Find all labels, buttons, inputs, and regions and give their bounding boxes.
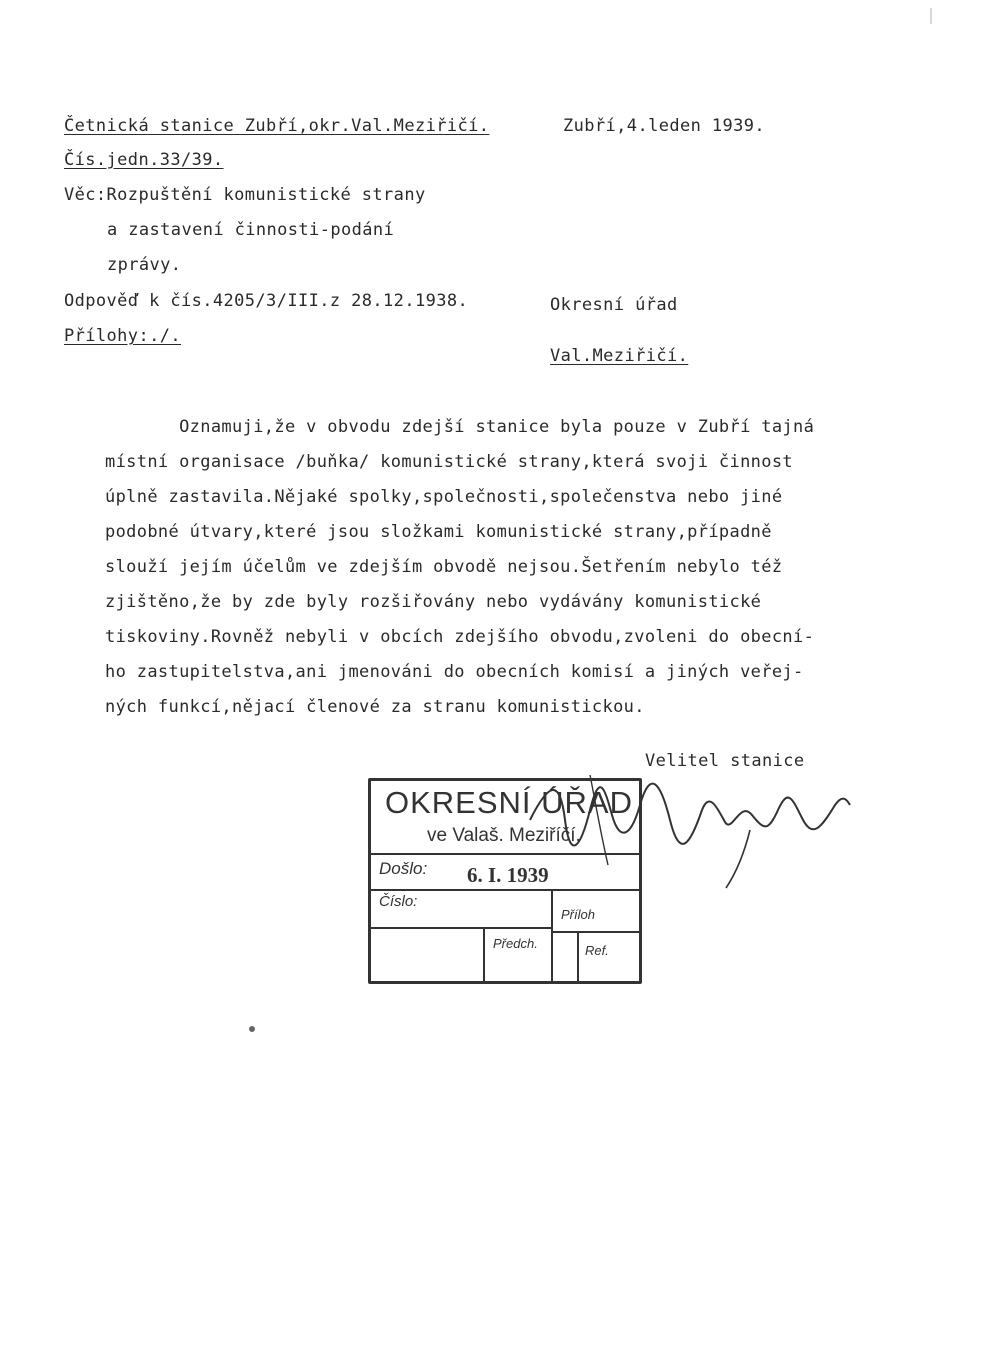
stamp-divider (483, 927, 485, 981)
signature-scribble (520, 760, 860, 890)
subject-line-2: a zastavení činnosti-podání (107, 220, 395, 240)
reference-number: Čís.jedn.33/39. (64, 150, 224, 170)
recipient-office: Okresní úřad (550, 295, 678, 315)
sender-line: Četnická stanice Zubří,okr.Val.Meziřičí. (64, 116, 490, 136)
body-line: Oznamuji,že v obvodu zdejší stanice byla pouze v Zubří tajná (105, 417, 815, 437)
attachments-line: Přílohy:./. (64, 326, 181, 346)
body-line: ných funkcí,nějací členové za stranu komunistickou. (105, 697, 645, 717)
recipient-city: Val.Meziřičí. (550, 346, 689, 366)
body-line: ho zastupitelstva,ani jmenováni do obecních komisí a jiných veřej- (105, 662, 804, 682)
signatory-title: Velitel stanice (645, 751, 805, 771)
place-date: Zubří,4.leden 1939. (563, 116, 766, 136)
body-line: podobné útvary,které jsou složkami komunistické strany,případně (105, 522, 772, 542)
reply-reference: Odpověď k čís.4205/3/III.z 28.12.1938. (64, 291, 469, 311)
stamp-office: OKRESNÍ ÚŘAD (385, 785, 633, 820)
subject-line-1: Věc:Rozpuštění komunistické strany (64, 185, 426, 205)
punch-hole-mark (249, 1026, 255, 1032)
stamp-location: ve Valaš. Meziříčí. (427, 825, 581, 846)
stamp-previous-label: Předch. (493, 936, 538, 951)
body-line: zjištěno,že by zde byly rozšiřovány nebo vydávány komunistické (105, 592, 762, 612)
subject-line-3: zprávy. (107, 255, 182, 275)
body-line: úplně zastavila.Nějaké spolky,společnosti,společenstva nebo jiné (105, 487, 783, 507)
stamp-divider (551, 891, 553, 981)
page-crease-right (930, 8, 932, 24)
body-line: tiskoviny.Rovněž nebyli v obcích zdejšího obvodu,zvoleni do obecní- (105, 627, 815, 647)
body-line: místní organisace /buňka/ komunistické strany,která svoji činnost (105, 452, 794, 472)
stamp-attachments-label: Příloh (561, 907, 595, 922)
stamp-ref-label: Ref. (585, 943, 609, 958)
stamp-number-label: Číslo: (379, 893, 418, 910)
stamp-divider (371, 927, 551, 929)
stamp-received-date: 6. I. 1939 (467, 863, 549, 887)
stamp-divider (577, 931, 579, 981)
stamp-divider (551, 931, 639, 933)
body-line: slouží jejím účelům ve zdejším obvodě nejsou.Šetřením nebylo též (105, 557, 783, 577)
stamp-received-label: Došlo: (379, 859, 428, 878)
